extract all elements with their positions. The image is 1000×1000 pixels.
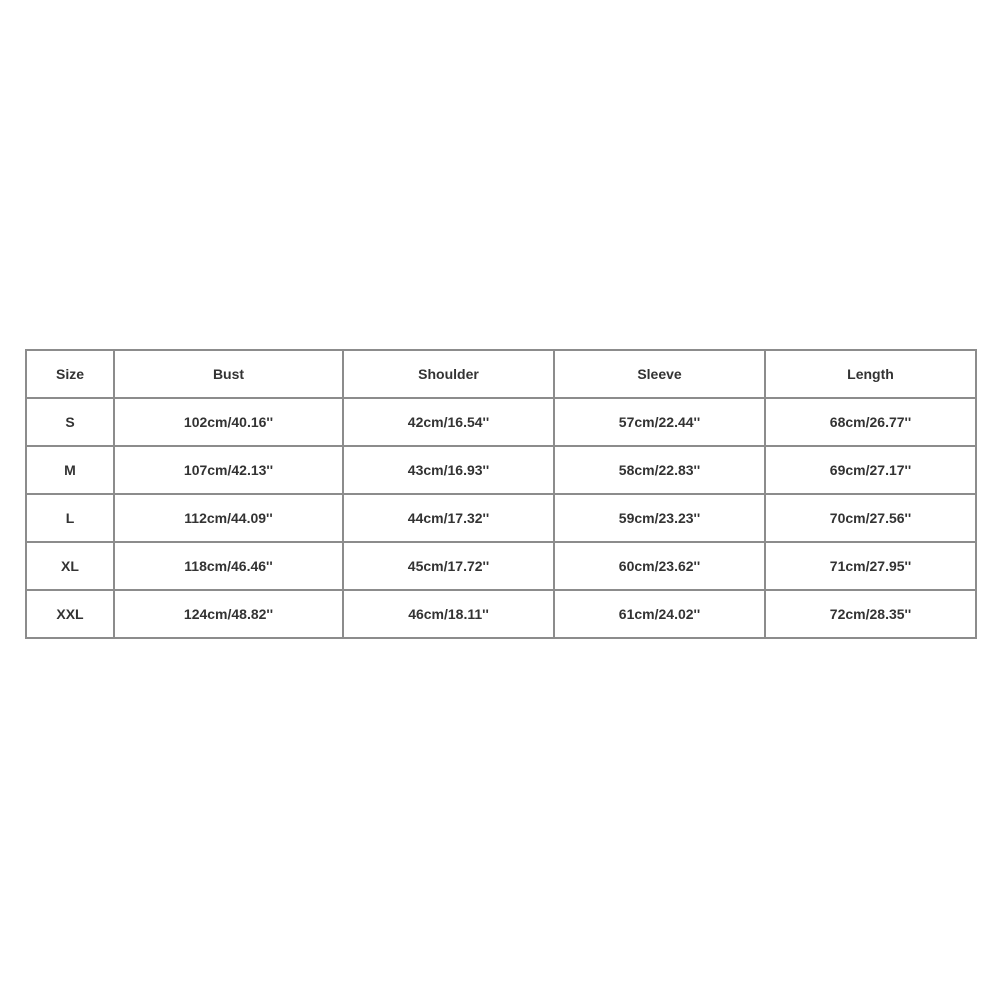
cell-sleeve: 59cm/23.23'' [554,494,765,542]
cell-size: XL [26,542,114,590]
header-bust: Bust [114,350,343,398]
cell-length: 68cm/26.77'' [765,398,976,446]
cell-sleeve: 57cm/22.44'' [554,398,765,446]
header-size: Size [26,350,114,398]
table-row [26,590,976,638]
header-length: Length [765,350,976,398]
cell-sleeve: 58cm/22.83'' [554,446,765,494]
cell-length: 69cm/27.17'' [765,446,976,494]
cell-size: L [26,494,114,542]
cell-length: 71cm/27.95'' [765,542,976,590]
cell-shoulder: 44cm/17.32'' [343,494,554,542]
cell-bust: 118cm/46.46'' [114,542,343,590]
cell-sleeve: 60cm/23.62'' [554,542,765,590]
cell-length: 70cm/27.56'' [765,494,976,542]
cell-shoulder: 45cm/17.72'' [343,542,554,590]
header-shoulder: Shoulder [343,350,554,398]
table-row [26,542,976,590]
cell-shoulder: 42cm/16.54'' [343,398,554,446]
cell-bust: 112cm/44.09'' [114,494,343,542]
cell-shoulder: 43cm/16.93'' [343,446,554,494]
table-row [26,446,976,494]
cell-shoulder: 46cm/18.11'' [343,590,554,638]
cell-length: 72cm/28.35'' [765,590,976,638]
cell-bust: 107cm/42.13'' [114,446,343,494]
header-row [26,350,976,398]
cell-size: S [26,398,114,446]
table-row [26,494,976,542]
header-sleeve: Sleeve [554,350,765,398]
size-chart-table [25,349,977,639]
cell-size: M [26,446,114,494]
cell-bust: 102cm/40.16'' [114,398,343,446]
cell-size: XXL [26,590,114,638]
cell-sleeve: 61cm/24.02'' [554,590,765,638]
table-row [26,398,976,446]
cell-bust: 124cm/48.82'' [114,590,343,638]
